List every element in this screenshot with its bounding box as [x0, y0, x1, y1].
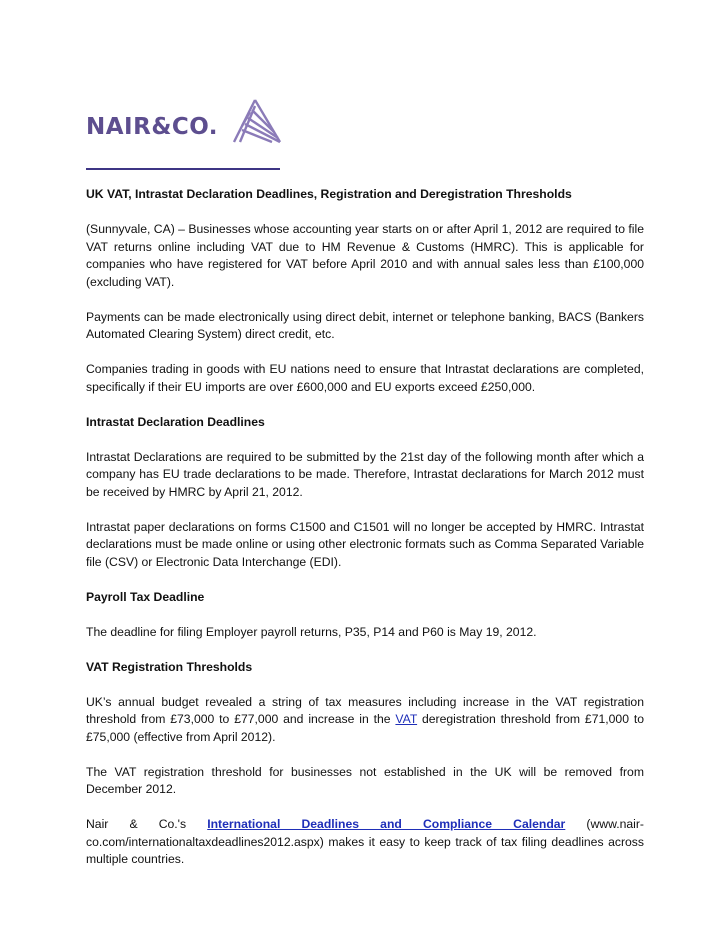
vat-link[interactable]: VAT: [395, 712, 418, 726]
document-title: UK VAT, Intrastat Declaration Deadlines, Registration and Deregistration Thresholds: [86, 187, 572, 201]
text-segment: UK’s annual budget revealed a string of tax measures including increase in the VAT registration threshold from £73,000 to £77,000 and increase in the: [86, 694, 644, 726]
text-segment: (www.nair-co.com/internationaltaxdeadlines2012.aspx) makes it easy to keep track of tax filing deadlines across multiple countries.: [86, 817, 644, 866]
paragraph-payroll: The deadline for filing Employer payroll returns, P35, P14 and P60 is May 19, 2012.: [86, 624, 537, 639]
company-logo: [86, 96, 286, 156]
heading-intrastat-deadlines: Intrastat Declaration Deadlines: [86, 414, 265, 429]
paragraph-vat-online: (Sunnyvale, CA) – Businesses whose accounting year starts on or after April 1, 2012 are required to file VAT returns online including VAT due to HM Revenue & Customs (HMRC). This is applicable for companies who have registered for VAT before April 2010 and with annual sales less than £100,000 (excluding VAT).: [86, 222, 644, 289]
compliance-calendar-link[interactable]: International Deadlines and Compliance Calendar: [207, 817, 566, 831]
paragraph-calendar: [86, 816, 644, 869]
logo-wordmark: NAIR&CO.: [86, 114, 219, 140]
heading-payroll-deadline: Payroll Tax Deadline: [86, 589, 205, 604]
press-release-body: [86, 186, 644, 886]
paragraph-nonresident-threshold: The VAT registration threshold for businesses not established in the UK will be removed from December 2012.: [86, 764, 644, 796]
heading-vat-thresholds: VAT Registration Thresholds: [86, 659, 253, 674]
header-divider: [86, 168, 280, 170]
text-segment: Nair & Co.'s: [86, 817, 208, 831]
text-segment: deregistration threshold from £71,000 to £75,000 (effective from April 2012).: [86, 712, 644, 744]
pyramid-logo-icon: [228, 96, 286, 146]
paragraph-intrastat-formats: Intrastat paper declarations on forms C1500 and C1501 will no longer be accepted by HMRC. Intrastat declarations must be made online or using other electronic formats such as Comma Separated Variable file (CSV) or Electronic Data Interchange (EDI).: [86, 519, 644, 569]
paragraph-intrastat-deadline: Intrastat Declarations are required to be submitted by the 21st day of the following month after which a company has EU trade declarations to be made. Therefore, Intrastat declarations for March 2012 must be received by HMRC by April 21, 2012.: [86, 449, 644, 499]
paragraph-vat-thresholds: [86, 694, 644, 747]
paragraph-eu-trade: Companies trading in goods with EU nations need to ensure that Intrastat declarations are completed, specifically if their EU imports are over £600,000 and EU exports exceed £250,000.: [86, 362, 644, 394]
paragraph-payments: Payments can be made electronically using direct debit, internet or telephone banking, BACS (Bankers Automated Clearing System) direct credit, etc.: [86, 309, 644, 341]
